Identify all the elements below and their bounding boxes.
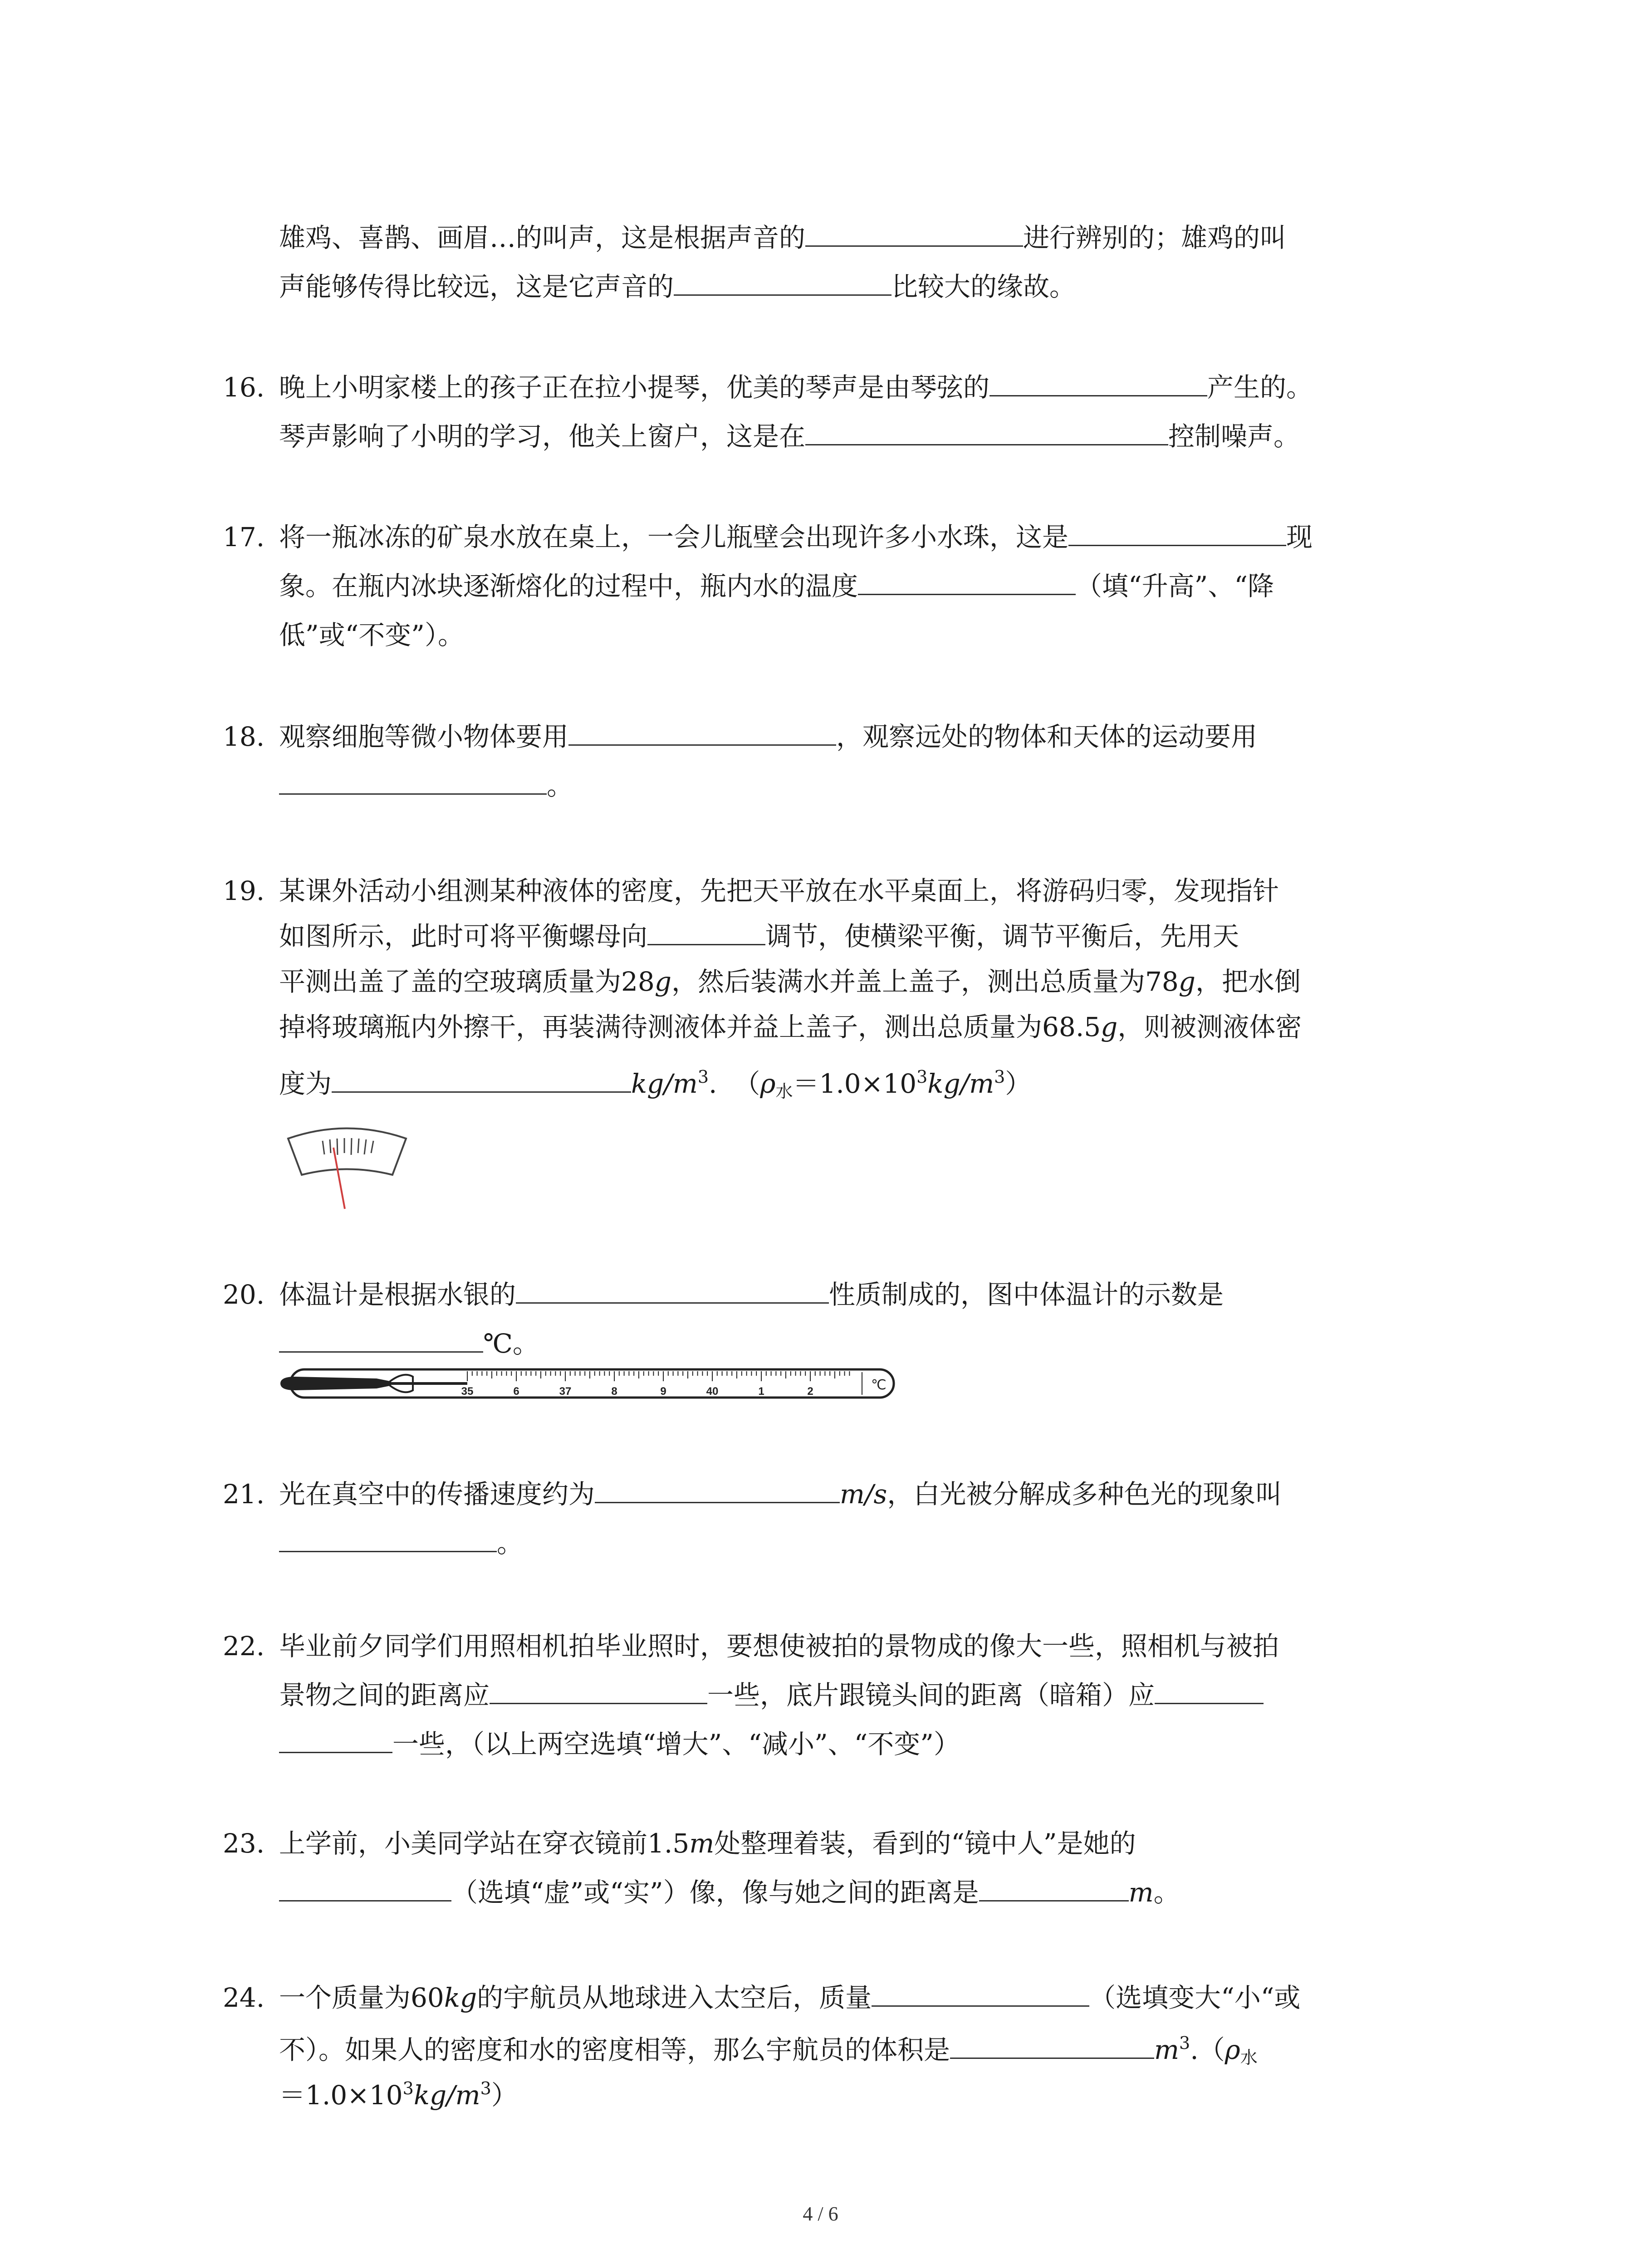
- q21-line-2: 。: [279, 1519, 523, 1568]
- q22-blank-2b[interactable]: [279, 1734, 392, 1753]
- q20-line-2: ℃。: [279, 1319, 539, 1368]
- q21-number: 21.: [223, 1479, 265, 1510]
- thermometer-tick-label: 1: [758, 1385, 764, 1398]
- q23-number: 23.: [223, 1828, 265, 1859]
- q24-line-3: $=1.0\times 10^3kg/m^3$）: [279, 2078, 518, 2111]
- q18-line-1: 观察细胞等微小物体要用 ，观察远处的物体和天体的运动要用: [279, 721, 1258, 752]
- q24-blank-2[interactable]: [950, 2039, 1154, 2059]
- q21-blank-1[interactable]: [595, 1484, 840, 1503]
- q19-line-3: 平测出盖了盖的空玻璃质量为28g，然后装满水并盖上盖子，测出总质量为78g，把水倒: [279, 966, 1301, 997]
- q18-blank-2[interactable]: [279, 775, 547, 795]
- q24-blank-1[interactable]: [872, 1987, 1089, 2007]
- q20-number: 20.: [223, 1279, 265, 1310]
- q15-blank-1[interactable]: [805, 227, 1023, 247]
- q20-blank-1[interactable]: [516, 1284, 829, 1304]
- q22-number: 22.: [223, 1631, 265, 1662]
- thermometer-tick-label: 35: [461, 1385, 474, 1398]
- q20-line-1: 体温计是根据水银的 性质制成的，图中体温计的示数是: [279, 1279, 1224, 1310]
- q22-blank-1[interactable]: [490, 1685, 707, 1704]
- thermometer-figure: [277, 1363, 903, 1408]
- q21-blank-2[interactable]: [279, 1533, 497, 1552]
- q21-line-1: 光在真空中的传播速度约为 m/s，白光被分解成多种色光的现象叫: [279, 1479, 1282, 1510]
- balance-scale-ticks: [323, 1138, 373, 1155]
- q15-line-2: 声能够传得比较远，这是它声音的 比较大的缘故。: [279, 271, 1076, 302]
- thermometer-tick-label: 37: [559, 1385, 572, 1398]
- thermometer-bulb: [280, 1377, 390, 1390]
- q17-line-3: 低”或“不变”）。: [279, 620, 464, 650]
- q17-blank-1[interactable]: [1068, 527, 1286, 546]
- q17-line-2: 象。在瓶内冰块逐渐熔化的过程中，瓶内水的温度 （填“升高”、“降: [279, 571, 1274, 601]
- q19-blank-2[interactable]: [332, 1073, 631, 1093]
- q15-blank-2[interactable]: [674, 276, 892, 296]
- q16-number: 16.: [223, 372, 265, 403]
- q23-line-1: 上学前，小美同学站在穿衣镜前1.5m处整理着装，看到的“镜中人”是她的: [279, 1828, 1136, 1859]
- q19-line-2: 如图所示，此时可将平衡螺母向 调节，使横梁平衡，调节平衡后，先用天: [279, 921, 1239, 952]
- q22-line-1: 毕业前夕同学们用照相机拍毕业照时，要想使被拍的景物成的像大一些，照相机与被拍: [279, 1631, 1279, 1662]
- thermometer-unit-label: ℃: [871, 1378, 887, 1393]
- balance-pointer-figure: [279, 1120, 415, 1211]
- q16-line-1: 晚上小明家楼上的孩子正在拉小提琴，优美的琴声是由琴弦的 产生的。: [279, 372, 1313, 403]
- balance-pointer-needle: [333, 1148, 345, 1209]
- q15-line-1: 雄鸡、喜鹊、画眉…的叫声，这是根据声音的 进行辨别的；雄鸡的叫: [279, 222, 1287, 253]
- page-number: 4 / 6: [803, 2203, 838, 2225]
- q18-blank-1[interactable]: [568, 726, 836, 746]
- q20-blank-2[interactable]: [279, 1333, 483, 1353]
- q16-blank-1[interactable]: [989, 377, 1207, 396]
- q22-blank-2a[interactable]: [1155, 1685, 1264, 1704]
- q23-blank-2[interactable]: [979, 1882, 1129, 1901]
- thermometer-tick-label: 2: [807, 1385, 813, 1398]
- q19-line-4: 掉将玻璃瓶内外擦干，再装满待测液体并益上盖子，测出总质量为68.5g，则被测液体密: [279, 1012, 1302, 1042]
- balance-scale-outline: [288, 1129, 406, 1175]
- thermometer-tick-label: 40: [706, 1385, 719, 1398]
- q17-line-1: 将一瓶冰冻的矿泉水放在桌上，一会儿瓶壁会出现许多小水珠，这是 现: [279, 522, 1313, 552]
- q24-line-2: 不）。如果人的密度和水的密度相等，那么宇航员的体积是 $m^3.(\rho_水$: [279, 2033, 1258, 2068]
- q16-line-2: 琴声影响了小明的学习，他关上窗户，这是在 控制噪声。: [279, 421, 1300, 452]
- q18-number: 18.: [223, 721, 265, 752]
- q19-line-1: 某课外活动小组测某种液体的密度，先把天平放在水平桌面上，将游码归零，发现指针: [279, 875, 1279, 906]
- q23-line-2: （选填“虚”或“实”）像，像与她之间的距离是 m。: [279, 1868, 1180, 1917]
- q22-line-3: 一些，（以上两空选填“增大”、“减小”、“不变”）: [279, 1720, 960, 1769]
- thermometer-tick-label: 9: [660, 1385, 666, 1398]
- q24-number: 24.: [223, 1982, 265, 2013]
- q18-line-2: 。: [279, 761, 573, 810]
- q19-number: 19.: [223, 875, 265, 906]
- q22-line-2: 景物之间的距离应 一些，底片跟镜头间的距离（暗箱）应: [279, 1671, 1264, 1720]
- q19-blank-1[interactable]: [647, 926, 765, 945]
- q19-line-5: 度为 $kg/m^3$. $(\rho_水=1.0\times 10^3kg/m^3)$: [279, 1067, 1032, 1101]
- q16-blank-2[interactable]: [805, 426, 1168, 445]
- q23-blank-1[interactable]: [279, 1882, 451, 1901]
- q17-blank-2[interactable]: [858, 576, 1076, 595]
- q24-line-1: 一个质量为60kg的宇航员从地球进入太空后，质量 （选填变大“小“或: [279, 1982, 1301, 2013]
- thermometer-tick-label: 8: [611, 1385, 617, 1398]
- thermometer-tick-label: 6: [513, 1385, 519, 1398]
- q17-number: 17.: [223, 522, 265, 552]
